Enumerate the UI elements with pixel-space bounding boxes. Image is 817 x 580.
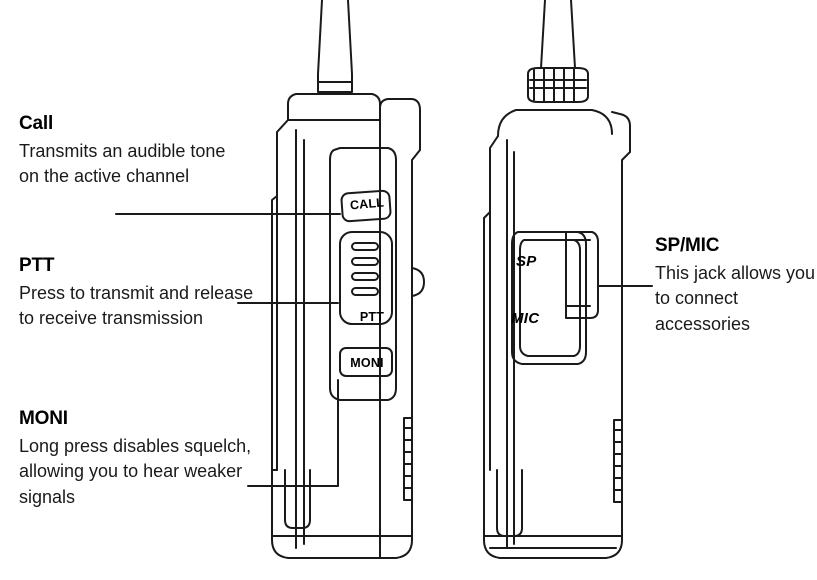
callout-moni-title: MONI	[19, 408, 68, 429]
radio-side-view	[272, 0, 424, 558]
callout-spmic-body: This jack allows you to connect accessories	[655, 262, 816, 334]
callout-spmic-title: SP/MIC	[655, 235, 720, 256]
callout-call-body: Transmits an audible tone on the active channel	[19, 140, 226, 187]
ptt-button-label: PTT	[359, 310, 385, 324]
moni-button-label: MONI	[350, 356, 384, 370]
callout-ptt-body: Press to transmit and release to receive transmission	[19, 282, 254, 329]
speaker-jack-label: SP	[516, 253, 537, 270]
leader-line-moni	[248, 380, 338, 486]
radio-back-view	[484, 0, 630, 558]
callout-moni-body: Long press disables squelch, allowing you to hear weaker signals	[19, 435, 252, 507]
callout-call-title: Call	[19, 113, 54, 134]
call-button-label: CALL	[349, 195, 385, 213]
callout-moni	[19, 409, 259, 511]
callout-call	[19, 114, 249, 190]
callout-ptt	[19, 256, 254, 332]
callout-spmic	[655, 236, 817, 338]
mic-jack-label: MIC	[511, 310, 540, 327]
callout-ptt-title: PTT	[19, 255, 55, 276]
